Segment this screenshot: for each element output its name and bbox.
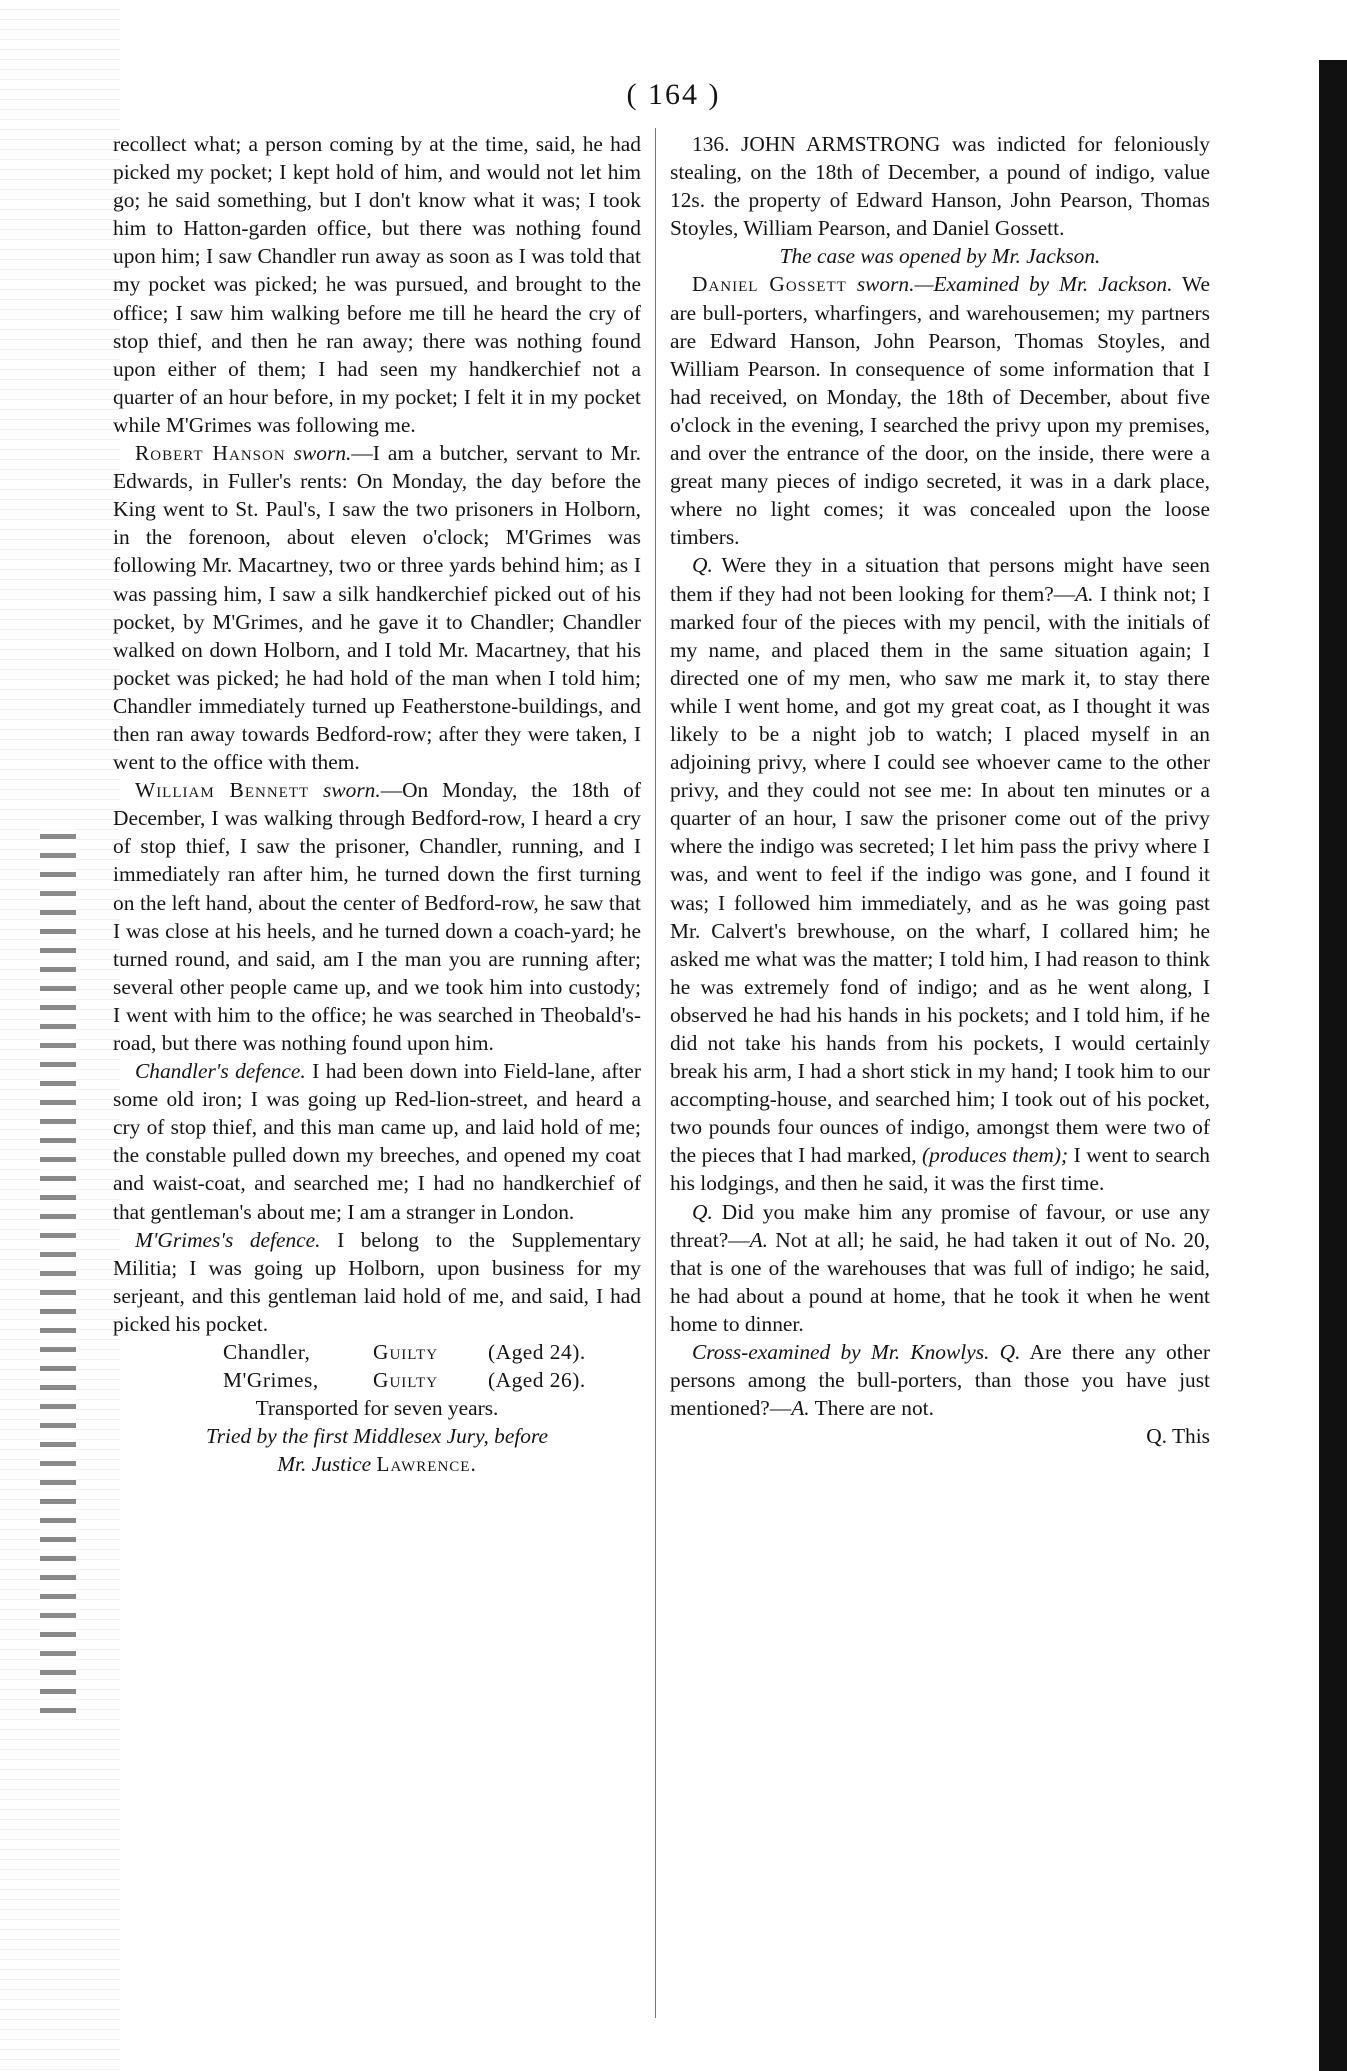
defendant-name: M'Grimes, [223,1368,319,1393]
question-answer [670,1198,1210,1338]
verdict-mgrimes [113,1366,641,1394]
question-answer [670,551,1210,1197]
testimony-daniel-gossett [670,270,1210,551]
witness-name: Robert Hanson [135,441,286,466]
question-marker: Q. [692,553,713,578]
testimony-text: We are bull-porters, wharfingers, and warehousemen; my partners are Edward Hanson, John Pearson, Thomas Stoyles, and William Pearson. In consequence of some information that I had received, on Monday, the 18th of December, about five o'clock in the evening, I searched the privy upon my premises, and over the entrance of the door, on the inside, there were a great many pieces of indigo secreted, it was in a dark place, where no light comes; it was concealed upon the loose timbers. [670,272,1210,550]
answer-text: There are not. [814,1396,934,1421]
testimony-text: —On Monday, the 18th of December, I was walking through Bedford-row, I heard a cry of stop thief, I saw the prisoner, Chandler, running, and I immediately ran after him, he turned down the first turning on the left hand, about the center of Bedford-row, he saw that I was close at his heels, and he turned down a coach-yard; he turned round, and said, am I the man you are running after; several other people came up, and we took him into custody; I went with him to the office; he was searched in Theobald's-road, but there was nothing found upon him. [113,778,641,1055]
witness-name: Daniel Gossett [692,272,847,297]
judge-name: Lawrence. [376,1452,477,1477]
chandler-defence [113,1057,641,1226]
testimony-william-bennett [113,776,641,1057]
answer-marker: A. [749,1227,768,1252]
right-column [670,130,1210,1450]
scan-binding-marks [40,820,76,1720]
question-text: Are there any other persons among the bull-porters, than those you have just mentioned?— [670,1340,1210,1421]
verdict: Guilty [373,1368,439,1393]
defendant-age: (Aged 24). [488,1340,586,1365]
answer-marker: A. [1075,581,1094,606]
answer-text: I think not; I marked four of the pieces with my pencil, with the initials of my name, and placed them in the same situation again; I directed one of my men, who saw me mark it, to stay there while I went home, and got my great coat, as I thought it was likely to be a night job to watch; I placed myself in an adjoining privy, where I could see whoever came to the other privy, and they could not see me: In about ten minutes or a quarter of an hour, I saw the prisoner come out of the privy where the indigo was secreted; I let him pass the privy where I was, and went to feel if the indigo was gone, and I found it was; I followed him immediately, and as he was going past Mr. Calvert's brewhouse, on the wharf, I collared him; he asked me what was the matter; I told him, I had reason to think he was extremely fond of indigo; and as he went along, I observed he had his hands in his pockets; and I told him, if he did not take his hands from his pockets, I would certainly break his arm, I had a short stick in my hand; I took him to our accompting-house, and searched him; I took out of his pocket, two pounds four ounces of indigo, amongst them were two of the pieces that I had marked, [670,581,1210,1168]
testimony-text: —I am a butcher, servant to Mr. Edwards, in Fuller's rents: On Monday, the day before the King went to St. Paul's, I saw the two prisoners in Holborn, in the forenoon, about eleven o'clock; M'Grimes was following Mr. Macartney, two or three yards behind him; as I was passing him, I saw a silk handkerchief picked out of his pocket, by M'Grimes, and he gave it to Chandler; Chandler walked on down Holborn, and I told Mr. Macartney, that his pocket was picked; he had hold of the man when I told him; Chandler immediately turned up Featherstone-buildings, and then ran away towards Bedford-row; after they were taken, I went to the office with them. [113,441,641,775]
witness-name: William Bennett [135,778,310,803]
case-opened: The case was opened by Mr. Jackson. [779,244,1101,269]
tried-by-line: Tried by the first Middlesex Jury, before [206,1424,548,1449]
scan-right-edge [1319,60,1347,2071]
defendant-age: (Aged 26). [488,1368,586,1393]
cross-examination [670,1338,1210,1422]
sworn-label: sworn. [293,441,352,466]
sentence: Transported for seven years. [255,1396,499,1421]
question-text: Did you make him any promise of favour, or use any threat?— [670,1199,1210,1252]
indictment: 136. JOHN ARMSTRONG was indicted for feloniously stealing, on the 18th of December, a pound of indigo, value 12s. the property of Edward Hanson, John Pearson, Thomas Stoyles, William Pearson, and Daniel Gossett. [670,132,1210,241]
question-marker: Q. [692,1199,713,1224]
cross-exam-label: Cross-examined by Mr. Knowlys. [692,1340,990,1365]
answer-marker: A. [791,1396,810,1421]
defence-text: I had been down into Field-lane, after some old iron; I was going up Red-lion-street, and heard a cry of stop thief, and this man came up, and laid hold of me; the constable pulled down my breeches, and opened my coat and waist-coat, and searched me; I had no handkerchief of that gentleman's about me; I am a stranger in London. [113,1059,641,1224]
left-column [113,130,641,1479]
verdict: Guilty [373,1340,439,1365]
sworn-label: sworn. [323,778,381,803]
examined-label: —Examined by Mr. Jackson. [914,272,1173,297]
question-marker: Q. [999,1340,1021,1365]
page-number: ( 164 ) [626,78,721,111]
defence-label: Chandler's defence. [135,1059,306,1084]
defendant-name: Chandler, [223,1340,311,1365]
produces-note: (produces them); [922,1143,1069,1168]
answer-text-cont: I went to search his lodgings, and then he said, it was the first time. [670,1143,1211,1196]
mgrimes-defence [113,1226,641,1338]
column-divider [655,128,656,2018]
verdict-chandler [113,1338,641,1366]
sworn-label: sworn. [856,272,915,297]
defence-label: M'Grimes's defence. [135,1227,321,1252]
paragraph: recollect what; a person coming by at the time, said, he had picked my pocket; I kept hold of him, and would not let him go; he said something, but I don't know what it was; I took him to Hatton-garden office, but there was nothing found upon him; I saw Chandler run away as soon as I was told that my pocket was picked; he was pursued, and brought to the office; I saw him walking before me till he heard the cry of stop thief, and then he ran away; there was nothing found upon either of them; I had seen my handkerchief not a quarter of an hour before, in my pocket; I felt it in my pocket while M'Grimes was following me. [113,132,641,437]
catchword: Q. This [1146,1424,1210,1449]
defence-text: I belong to the Supplementary Militia; I was going up Holborn, upon business for my serjeant, and this gentleman laid hold of me, and said, I had picked his pocket. [113,1227,641,1336]
judge-title: Mr. Justice [277,1452,372,1477]
question-text: Were they in a situation that persons might have seen them if they had not been looking for them?— [670,553,1210,606]
answer-text: Not at all; he said, he had taken it out of No. 20, that is one of the warehouses that was full of indigo; he said, he had about a pound at home, that he took it when he went home to dinner. [670,1227,1210,1336]
judge-line [113,1450,641,1478]
testimony-robert-hanson [113,439,641,776]
